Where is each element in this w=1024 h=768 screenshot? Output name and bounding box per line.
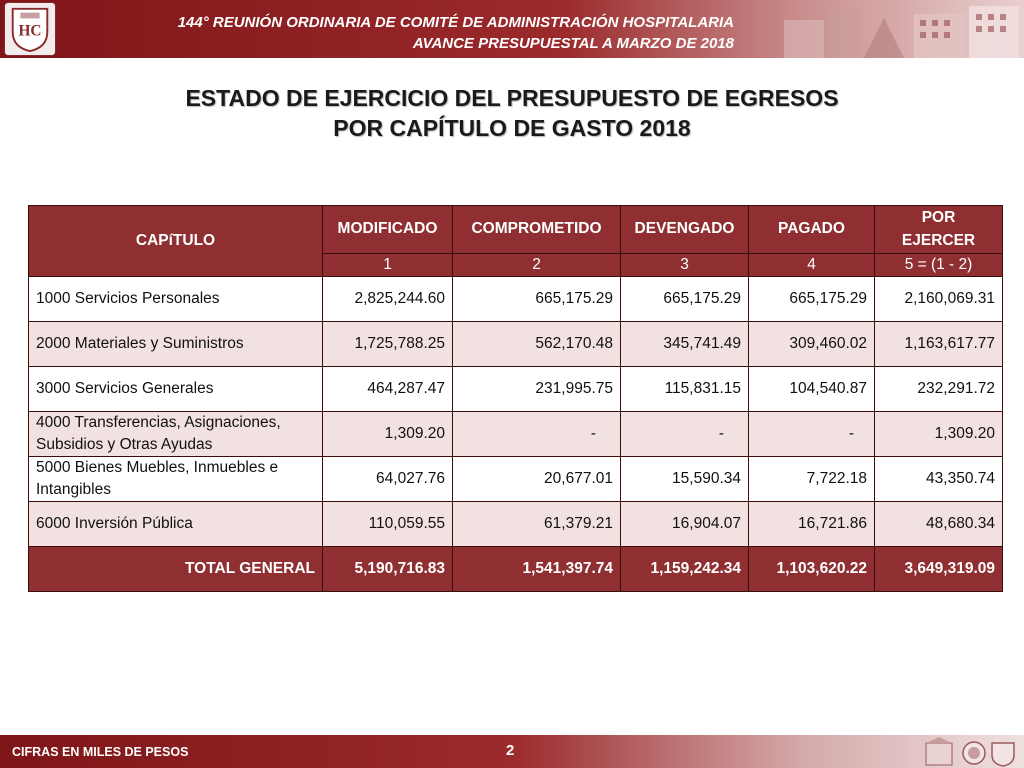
svg-text:HC: HC [18, 22, 42, 40]
total-modificado: 5,190,716.83 [323, 547, 453, 592]
total-devengado: 1,159,242.34 [621, 547, 749, 592]
total-label: TOTAL GENERAL [29, 547, 323, 592]
row-capitulo: 2000 Materiales y Suministros [29, 322, 323, 367]
table-row [29, 367, 1003, 412]
title-line-2: POR CAPÍTULO DE GASTO 2018 [333, 115, 691, 141]
row-capitulo: 4000 Transferencias, Asignaciones, Subsidios y Otras Ayudas [29, 412, 323, 457]
row-capitulo: 1000 Servicios Personales [29, 277, 323, 322]
row-por-ejercer: 232,291.72 [875, 367, 1003, 412]
row-devengado: 345,741.49 [621, 322, 749, 367]
row-pagado: 16,721.86 [749, 502, 875, 547]
hospital-building-icon [774, 0, 1024, 58]
footer-currency-note: CIFRAS EN MILES DE PESOS [12, 745, 189, 759]
row-por-ejercer: 1,309.20 [875, 412, 1003, 457]
row-pagado: 104,540.87 [749, 367, 875, 412]
row-pagado: 309,460.02 [749, 322, 875, 367]
column-header-modificado: MODIFICADO [323, 206, 453, 254]
row-devengado: - [621, 412, 749, 457]
table-row [29, 412, 1003, 457]
row-por-ejercer: 1,163,617.77 [875, 322, 1003, 367]
row-devengado: 115,831.15 [621, 367, 749, 412]
column-number: 4 [749, 253, 875, 276]
header-report-subtitle: AVANCE PRESUPUESTAL A MARZO DE 2018 [412, 35, 734, 52]
row-comprometido: 231,995.75 [453, 367, 621, 412]
column-header-comprometido: COMPROMETIDO [453, 206, 621, 254]
page-title [0, 83, 1024, 143]
row-capitulo: 6000 Inversión Pública [29, 502, 323, 547]
row-modificado: 1,309.20 [323, 412, 453, 457]
column-number: 1 [323, 253, 453, 276]
header-meeting-title: 144° REUNIÓN ORDINARIA DE COMITÉ DE ADMINISTRACIÓN HOSPITALARIA [177, 14, 734, 31]
row-pagado: 7,722.18 [749, 457, 875, 502]
table-row [29, 322, 1003, 367]
column-number: 5 = (1 - 2) [875, 253, 1003, 276]
row-devengado: 16,904.07 [621, 502, 749, 547]
table-row [29, 277, 1003, 322]
row-pagado: 665,175.29 [749, 277, 875, 322]
budget-table [28, 205, 1003, 592]
row-comprometido: 665,175.29 [453, 277, 621, 322]
column-header-pagado: PAGADO [749, 206, 875, 254]
total-por-ejercer: 3,649,319.09 [875, 547, 1003, 592]
footer-bar [0, 735, 1024, 768]
column-number: 3 [621, 253, 749, 276]
total-comprometido: 1,541,397.74 [453, 547, 621, 592]
row-modificado: 110,059.55 [323, 502, 453, 547]
row-comprometido: - [453, 412, 621, 457]
row-comprometido: 562,170.48 [453, 322, 621, 367]
row-modificado: 464,287.47 [323, 367, 453, 412]
table-row [29, 457, 1003, 502]
row-por-ejercer: 48,680.34 [875, 502, 1003, 547]
row-modificado: 1,725,788.25 [323, 322, 453, 367]
table-total-row [29, 547, 1003, 592]
row-modificado: 64,027.76 [323, 457, 453, 502]
row-capitulo: 5000 Bienes Muebles, Inmuebles e Intangibles [29, 457, 323, 502]
row-capitulo: 3000 Servicios Generales [29, 367, 323, 412]
row-comprometido: 20,677.01 [453, 457, 621, 502]
row-por-ejercer: 43,350.74 [875, 457, 1003, 502]
institutional-seals-icon [924, 737, 1020, 767]
row-modificado: 2,825,244.60 [323, 277, 453, 322]
university-crest-icon [4, 2, 56, 56]
row-por-ejercer: 2,160,069.31 [875, 277, 1003, 322]
column-number: 2 [453, 253, 621, 276]
row-pagado: - [749, 412, 875, 457]
header-banner [0, 0, 1024, 58]
row-devengado: 15,590.34 [621, 457, 749, 502]
column-header-devengado: DEVENGADO [621, 206, 749, 254]
title-line-1: ESTADO DE EJERCICIO DEL PRESUPUESTO DE EGRESOS [185, 85, 839, 111]
table-header-row [29, 206, 1003, 254]
page-number: 2 [506, 742, 515, 759]
column-header-por-ejercer: POR EJERCER [875, 206, 1003, 254]
table-row [29, 502, 1003, 547]
row-comprometido: 61,379.21 [453, 502, 621, 547]
total-pagado: 1,103,620.22 [749, 547, 875, 592]
column-header-capitulo: CAPíTULO [29, 206, 323, 277]
row-devengado: 665,175.29 [621, 277, 749, 322]
